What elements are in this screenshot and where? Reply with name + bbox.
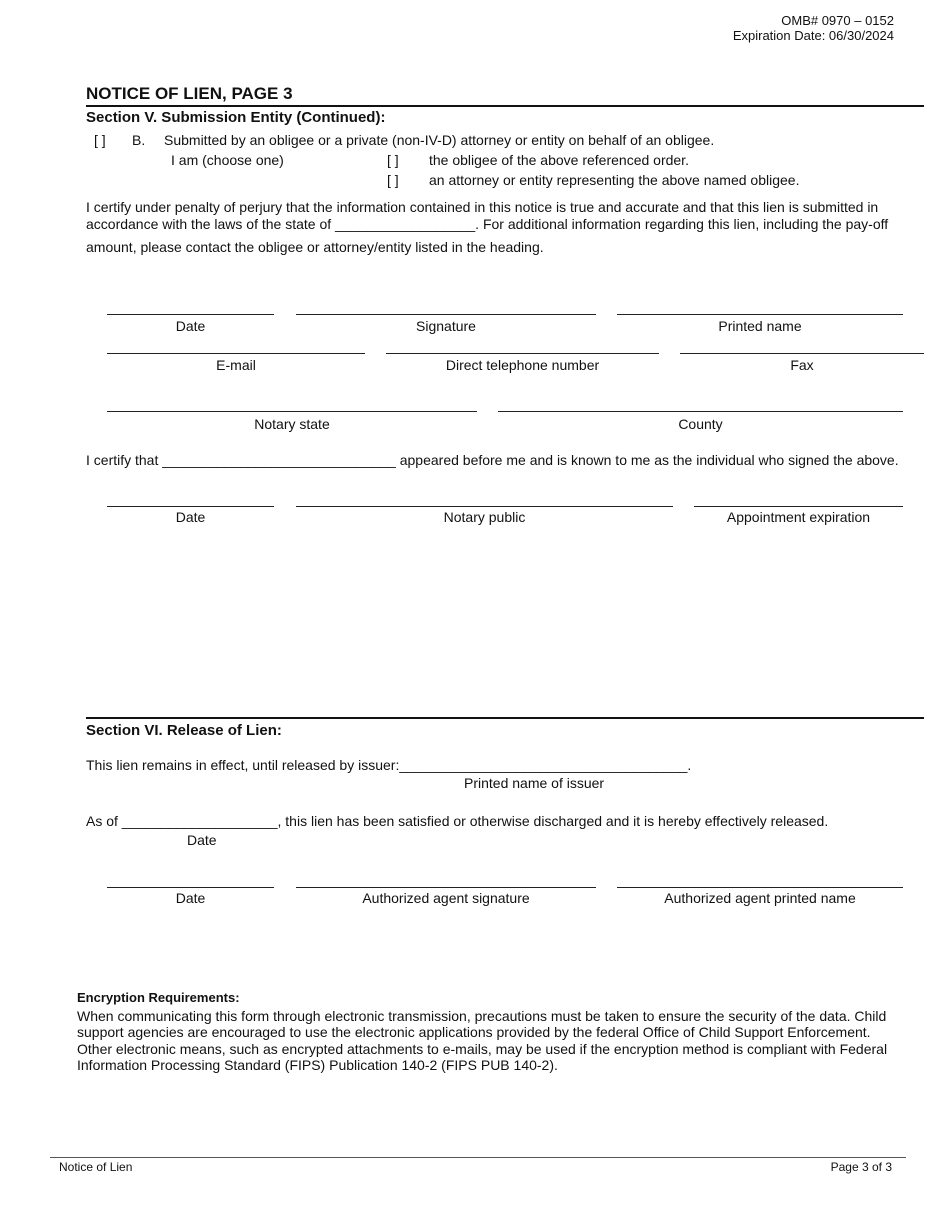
footer-title: Notice of Lien [59,1160,133,1174]
appointment-expiration-label: Appointment expiration [726,509,871,525]
choice-attorney-checkbox[interactable]: [ ] [387,172,399,188]
option-b-text: Submitted by an obligee or a private (non-IV-D) attorney or entity on behalf of an obligee. [164,132,715,148]
notary-certify-text: I certify that ______________________________ appeared before me and is known to me as the individual who signed the above. [86,452,899,468]
title-rule [86,105,924,107]
certify-line-2: accordance with the laws of the state of __________________. For additional information regarding this lien, including the pay-off [86,216,889,232]
notary-state-label: Notary state [254,416,330,432]
option-b-letter: B. [132,132,146,148]
county-label: County [678,416,723,432]
agent-date-line[interactable] [107,887,274,888]
page-number: Page 3 of 3 [830,1160,892,1174]
date-label: Date [175,318,206,334]
telephone-line[interactable] [386,353,659,354]
certify-line-1: I certify under penalty of perjury that the information contained in this notice is true and accurate and that this lien is submitted in [86,199,879,215]
choose-one-label: I am (choose one) [171,152,284,168]
choice-attorney-text: an attorney or entity representing the above named obligee. [429,172,800,188]
certify-line-3: amount, please contact the obligee or attorney/entity listed in the heading. [86,239,544,255]
choice-obligee-checkbox[interactable]: [ ] [387,152,399,168]
signature-label: Signature [416,318,476,334]
footer-rule [50,1157,906,1158]
notary-public-label: Notary public [443,509,526,525]
signature-line[interactable] [296,314,596,315]
encryption-line-1: When communicating this form through electronic transmission, precautions must be taken to ensure the security of the data. Child [77,1008,887,1024]
notary-state-line[interactable] [107,411,477,412]
agent-signature-line[interactable] [296,887,596,888]
encryption-title: Encryption Requirements: [77,990,240,1005]
encryption-line-4: Information Processing Standard (FIPS) Publication 140-2 (FIPS PUB 140-2). [77,1057,558,1073]
section-6-title: Section VI. Release of Lien: [86,722,282,739]
as-of-date-label: Date [187,832,217,848]
issuer-name-label: Printed name of issuer [464,775,605,791]
fax-line[interactable] [680,353,924,354]
expiration-date: Expiration Date: 06/30/2024 [732,28,894,43]
agent-printed-name-label: Authorized agent printed name [664,890,856,906]
option-b-checkbox[interactable]: [ ] [94,132,106,148]
as-of-text: As of ____________________, this lien has been satisfied or otherwise discharged and it is hereby effectively released. [86,813,829,829]
appointment-expiration-line[interactable] [694,506,903,507]
lien-remains-text: This lien remains in effect, until released by issuer:_____________________________________. [86,757,692,773]
notary-date-line[interactable] [107,506,274,507]
agent-printed-name-line[interactable] [617,887,903,888]
encryption-line-2: support agencies are encouraged to use the electronic applications provided by the federal Office of Child Support Enforcement. [77,1024,871,1040]
notary-public-line[interactable] [296,506,673,507]
email-label: E-mail [216,357,256,373]
printed-name-line[interactable] [617,314,903,315]
page-title: NOTICE OF LIEN, PAGE 3 [86,84,293,103]
section-6-rule [86,717,924,719]
agent-signature-label: Authorized agent signature [362,890,530,906]
email-line[interactable] [107,353,365,354]
agent-date-label: Date [175,890,206,906]
printed-name-label: Printed name [718,318,802,334]
notary-date-label: Date [175,509,206,525]
section-5-title: Section V. Submission Entity (Continued): [86,109,386,126]
fax-label: Fax [790,357,814,373]
county-line[interactable] [498,411,903,412]
choice-obligee-text: the obligee of the above referenced order. [429,152,689,168]
date-signature-line[interactable] [107,314,274,315]
omb-number: OMB# 0970 – 0152 [781,13,894,28]
encryption-line-3: Other electronic means, such as encrypted attachments to e-mails, may be used if the encryption method is compliant with Federal [77,1041,888,1057]
telephone-label: Direct telephone number [445,357,600,373]
